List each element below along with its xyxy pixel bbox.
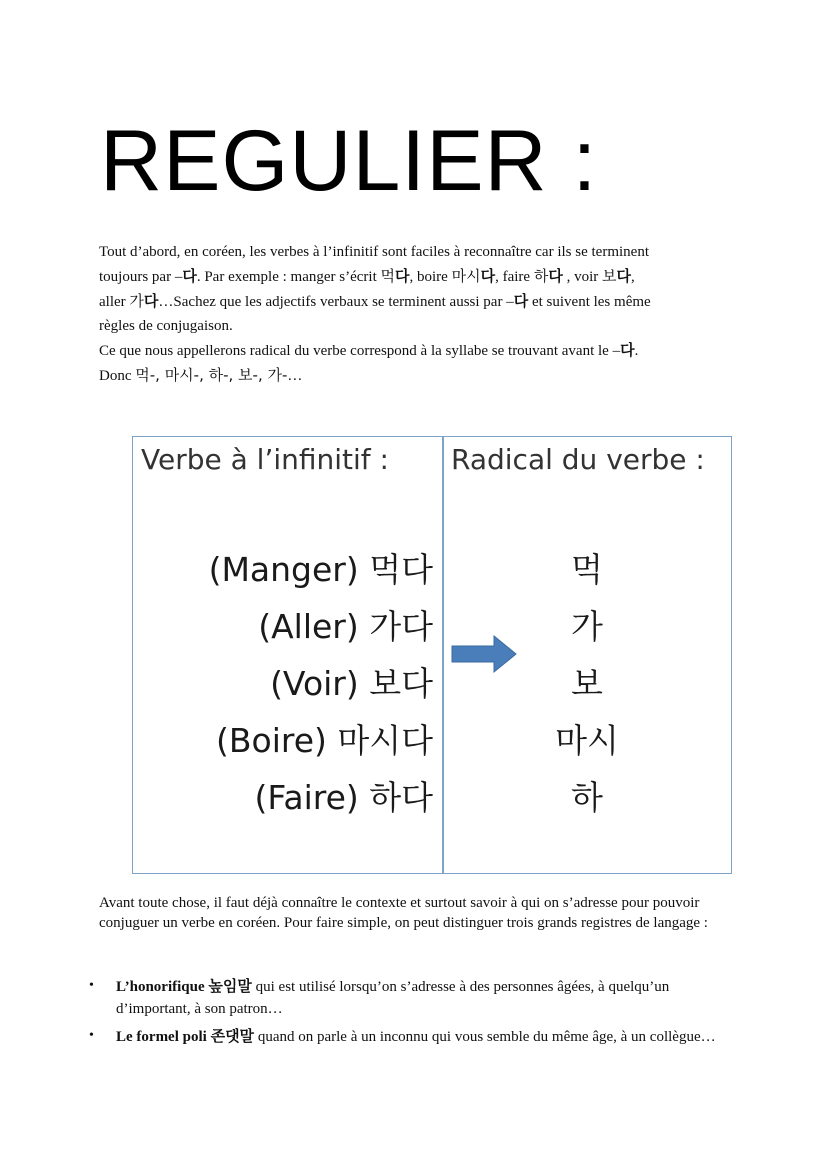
verb-item: (Boire) 마시다 xyxy=(215,721,433,760)
intro-line: règles de conjugaison. xyxy=(99,318,233,334)
verb-item: (Manger) 먹다 xyxy=(208,550,433,589)
radical-item: 하 xyxy=(571,778,603,817)
page-title: REGULIER : xyxy=(100,113,598,209)
list-item: • L’honorifique 높임말 qui est utilisé lorsqu’on s’adresse à des personnes âgées, à quelqu’un d’important, à son patron… xyxy=(89,977,670,1017)
radical-item: 가 xyxy=(571,607,603,646)
verb-item: (Faire) 하다 xyxy=(254,778,433,817)
context-paragraph: Avant toute chose, il faut déjà connaître le contexte et surtout savoir à qui on s’adresse pour pouvoir conjuguer un verbe en coréen. Pour faire simple, on peut distinguer trois grands registres de langage : xyxy=(99,895,708,931)
radical-list xyxy=(443,541,731,826)
infinitive-header: Verbe à l’infinitif : xyxy=(141,443,389,476)
verb-radical-table xyxy=(132,436,732,876)
bullet-icon: • xyxy=(89,978,94,993)
radical-item: 마시 xyxy=(555,721,619,760)
intro-line: Tout d’abord, en coréen, les verbes à l’infinitif sont faciles à reconnaître car ils se terminent xyxy=(99,244,649,260)
infinitive-column xyxy=(132,436,444,874)
verb-item: (Voir) 보다 xyxy=(270,664,433,703)
verb-list xyxy=(209,541,433,826)
bullet-icon: • xyxy=(89,1028,94,1043)
arrow-right-icon xyxy=(450,634,520,674)
verb-item: (Aller) 가다 xyxy=(258,607,433,646)
intro-line: aller 가다…Sachez que les adjectifs verbaux se terminent aussi par –다 et suivent les même xyxy=(99,292,651,310)
radical-item: 보 xyxy=(571,664,603,703)
list-item: • Le formel poli 존댓말 quand on parle à un inconnu qui vous semble du même âge, à un collègue… xyxy=(89,1027,716,1045)
radical-header: Radical du verbe : xyxy=(451,443,705,476)
intro-line: Ce que nous appellerons radical du verbe correspond à la syllabe se trouvant avant le –다. xyxy=(99,341,639,359)
register-list xyxy=(89,975,729,1053)
intro-line: toujours par –다. Par exemple : manger s’écrit 먹다, boire 마시다, faire 하다 , voir 보다, xyxy=(99,267,635,285)
intro-line: Donc 먹-, 마시-, 하-, 보-, 가-… xyxy=(99,366,303,384)
radical-item: 먹 xyxy=(571,550,603,589)
intro-paragraph xyxy=(99,240,724,388)
